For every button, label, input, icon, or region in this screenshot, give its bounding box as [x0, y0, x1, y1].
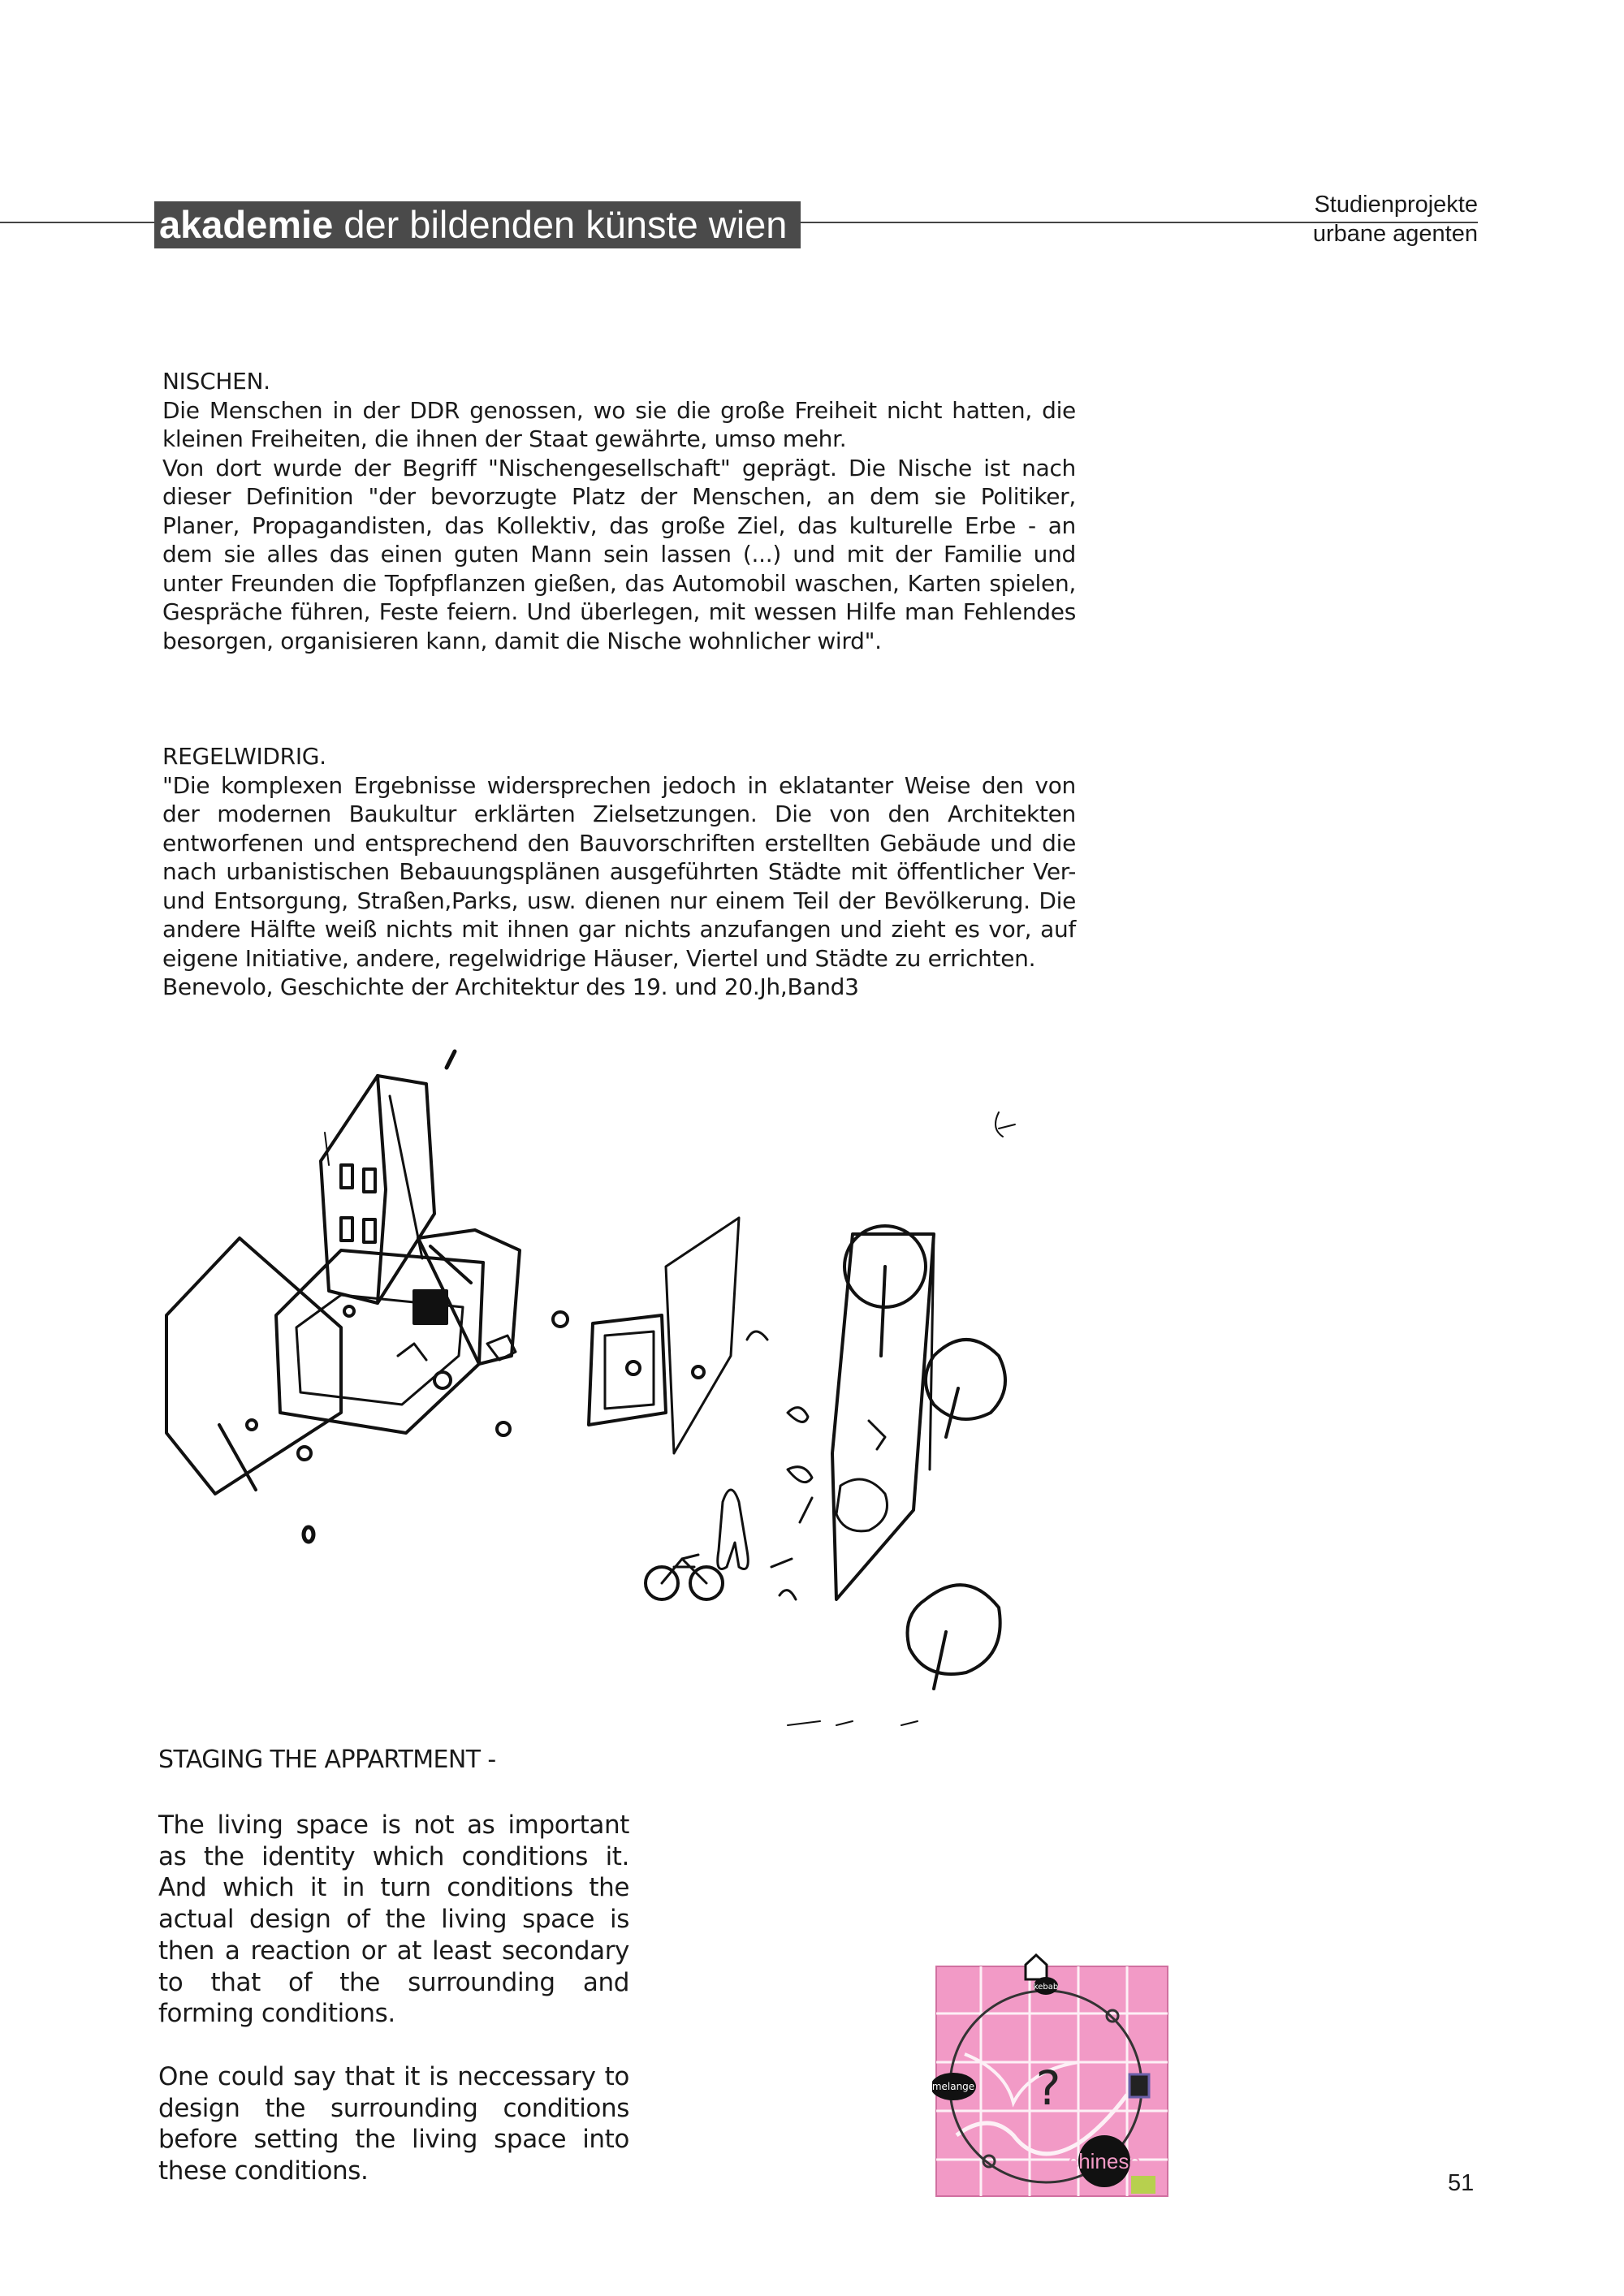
header-subproject-label: urbane agenten — [1312, 221, 1478, 247]
section-heading: REGELWIDRIG. — [162, 743, 326, 770]
section-title-staging: STAGING THE APPARTMENT - — [158, 1746, 496, 1774]
identity-diagram — [932, 1932, 1176, 2200]
academy-logo — [154, 201, 801, 248]
diagram-label-melange: melange — [932, 2081, 975, 2092]
section-heading: NISCHEN. — [162, 368, 270, 395]
section-nischen — [162, 367, 1076, 655]
paragraph: Von dort wurde der Begriff "Nischengesellschaft" geprägt. Die Nische ist nach dieser Definition "der bevorzugte Platz der Menschen, an dem sie Politiker, Planer, Propagandisten, das Kollektiv, das große Ziel, das kulturelle Erbe - an dem sie alles das einen guten Mann sein lassen (...) und mit der Familie und unter Freunden die Topfpflanzen gießen, das Automobil waschen, Karten spielen, Gespräche führen, Feste feiern. Und überlegen, mit wessen Hilfe man Fehlendes besorgen, organisieren kann, damit die Nische wohnlicher wird". — [162, 454, 1076, 654]
urban-sketch-illustration — [154, 1047, 1047, 1746]
logo-bold-text: akademie — [159, 203, 334, 246]
header-project-label: Studienprojekte — [1314, 192, 1478, 218]
diagram-label-chinese: chinese — [1068, 2149, 1141, 2173]
section-regelwidrig — [162, 742, 1076, 1002]
house-icon — [1026, 1955, 1047, 1979]
paragraph: "Die komplexen Ergebnisse widersprechen jedoch in eklatanter Weise den von der modernen Baukultur erklärten Zielsetzungen. Die von den Architekten entworfenen und entsprechend den Bauvorschriften erstellten Gebäude und die nach urbanistischen Bebauungsplänen ausgeführten Städte mit öffentlicher Ver- und Entsorgung, Straßen,Parks, usw. dienen nur einem Teil der Bevölkerung. Die andere Hälfte weiß nichts mit ihnen gar nichts anzufangen und zieht es vor, auf eigene Initiative, andere, regelwidrige Häuser, Viertel und Städte zu errichten. — [162, 771, 1076, 972]
staging-paragraph-1: The living space is not as important as the identity which conditions it. And which it in turn conditions the actual design of the living space is then a reaction or at least secondary to that of the surrounding and forming conditions. — [158, 1810, 629, 2029]
diagram-label-top: kebab — [1033, 1983, 1059, 1992]
citation: Benevolo, Geschichte der Architektur des 19. und 20.Jh,Band3 — [162, 973, 859, 1000]
logo-rest-text: der bildenden künste wien — [333, 203, 788, 246]
page-number: 51 — [1448, 2170, 1475, 2196]
paragraph: Die Menschen in der DDR genossen, wo sie die große Freiheit nicht hatten, die kleinen Freiheiten, die ihnen der Staat gewährte, umso mehr. — [162, 396, 1076, 452]
staging-paragraph-2: One could say that it is neccessary to design the surrounding conditions before setting the living space into these conditions. — [158, 2062, 629, 2186]
diagram-question-mark: ? — [1035, 2061, 1061, 2116]
